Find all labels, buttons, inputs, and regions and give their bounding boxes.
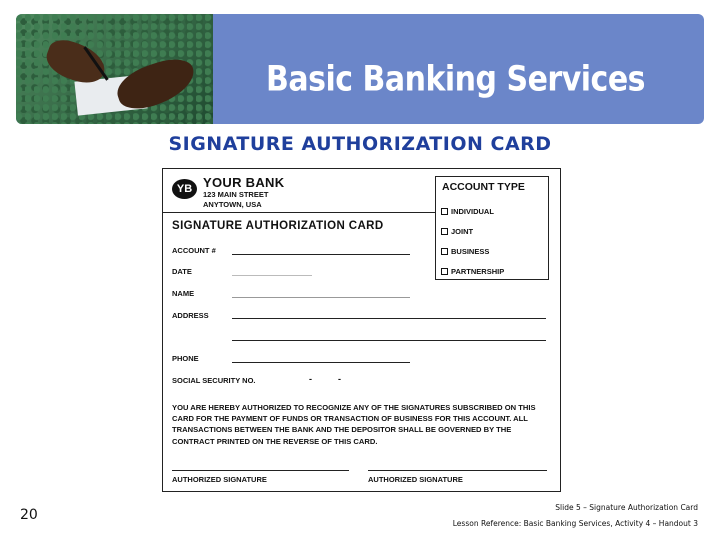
bank-street: 123 MAIN STREET (203, 190, 269, 199)
name-label: NAME (172, 289, 195, 298)
card-heading: SIGNATURE AUTHORIZATION CARD (172, 220, 384, 232)
account-option-partnership[interactable]: PARTNERSHIP (441, 267, 504, 276)
account-number-label: ACCOUNT # (172, 246, 216, 255)
phone-field[interactable] (232, 362, 410, 363)
address-field-line-2[interactable] (232, 340, 546, 341)
signature-label-2: AUTHORIZED SIGNATURE (368, 475, 463, 484)
slide-number: 20 (20, 507, 38, 523)
signature-card (162, 168, 561, 492)
signature-field-2[interactable] (368, 470, 547, 471)
authorization-text: YOU ARE HEREBY AUTHORIZED TO RECOGNIZE ANY OF THE SIGNATURES SUBSCRIBED ON THIS CARD FOR THE PAYMENT OF FUNDS OR TRANSACTION OF BUSINESS FOR THIS ACCOUNT. ALL TRANSACTIONS BETWEEN THE BANK AND THE DEPOSITOR SHALL BE GOVERNED BY THE CONTRACT PRINTED ON THE REVERSE OF THIS CARD. (172, 403, 536, 446)
account-option-joint[interactable]: JOINT (441, 227, 473, 236)
signature-field-1[interactable] (172, 470, 349, 471)
ssn-separator: - (309, 374, 312, 384)
date-label: DATE (172, 267, 192, 276)
account-option-individual[interactable]: INDIVIDUAL (441, 207, 494, 216)
lesson-reference: Lesson Reference: Basic Banking Services, Activity 4 – Handout 3 (452, 519, 698, 528)
checkbox-icon[interactable] (441, 208, 448, 215)
signing-photo (16, 14, 213, 124)
address-label: ADDRESS (172, 311, 209, 320)
header-divider (163, 212, 435, 213)
name-field[interactable] (232, 297, 410, 298)
bank-logo: YB (172, 179, 197, 199)
bank-name: YOUR BANK (203, 175, 285, 190)
address-field-line-1[interactable] (232, 318, 546, 319)
slide-reference: Slide 5 – Signature Authorization Card (555, 503, 698, 512)
date-field[interactable] (232, 275, 312, 276)
page-title: SIGNATURE AUTHORIZATION CARD (168, 133, 552, 155)
banner-title: Basic Banking Services (266, 59, 646, 100)
account-number-field[interactable] (232, 254, 410, 255)
bank-address (203, 190, 268, 210)
checkbox-icon[interactable] (441, 248, 448, 255)
account-type-box (435, 176, 549, 280)
account-option-business[interactable]: BUSINESS (441, 247, 489, 256)
checkbox-icon[interactable] (441, 268, 448, 275)
account-type-title: ACCOUNT TYPE (442, 181, 525, 193)
checkbox-icon[interactable] (441, 228, 448, 235)
header-banner (16, 14, 704, 124)
phone-label: PHONE (172, 354, 199, 363)
bank-city: ANYTOWN, USA (203, 200, 262, 209)
ssn-label: SOCIAL SECURITY NO. (172, 376, 256, 385)
signature-label-1: AUTHORIZED SIGNATURE (172, 475, 267, 484)
ssn-separator: - (338, 374, 341, 384)
